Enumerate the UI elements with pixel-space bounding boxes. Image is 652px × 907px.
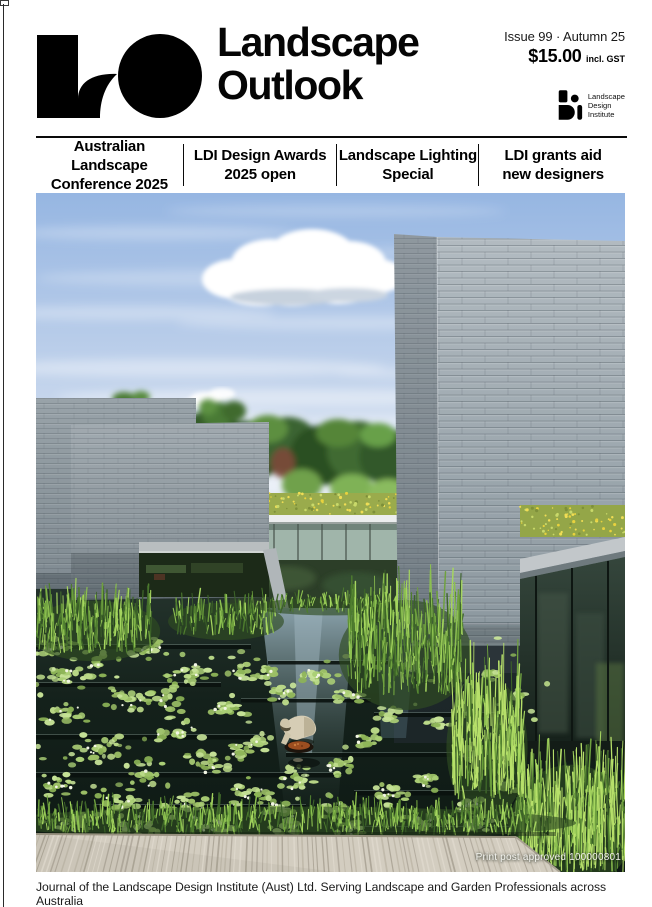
magazine-title-line1: Landscape — [217, 19, 419, 65]
lo-monogram-logo — [37, 33, 205, 119]
magazine-title — [217, 21, 419, 107]
headline-awards: LDI Design Awards 2025 open — [183, 144, 337, 186]
page-edge-chip — [0, 0, 9, 6]
cover-price — [504, 46, 625, 67]
cover-photo-illustration — [36, 193, 625, 872]
headline-strip — [36, 137, 627, 193]
page-edge-line — [3, 4, 4, 907]
masthead-right — [504, 29, 625, 120]
magazine-title-line2: Outlook — [217, 62, 363, 108]
institute-name: Landscape Design Institute — [587, 91, 625, 119]
price-note: incl. GST — [585, 54, 625, 64]
print-post-approval: Print post approved 100000801 — [475, 852, 621, 863]
headline-grants: LDI grants aid new designers — [478, 144, 627, 186]
headline-conference: Australian Landscape Conference 2025 — [50, 137, 168, 193]
price-value: $15.00 — [528, 46, 582, 66]
building-mid-left — [71, 422, 289, 612]
headline-lighting: Landscape Lighting Special — [336, 144, 478, 186]
issue-date: Issue 99 · Autumn 25 — [504, 29, 625, 44]
cover-photo — [36, 193, 625, 872]
footer-tagline: Journal of the Landscape Design Institute (Aust) Ltd. Serving Landscape and Garden Professionals across Australia — [36, 880, 607, 907]
institute-logo — [504, 90, 625, 120]
ldi-monogram-icon — [557, 90, 583, 120]
